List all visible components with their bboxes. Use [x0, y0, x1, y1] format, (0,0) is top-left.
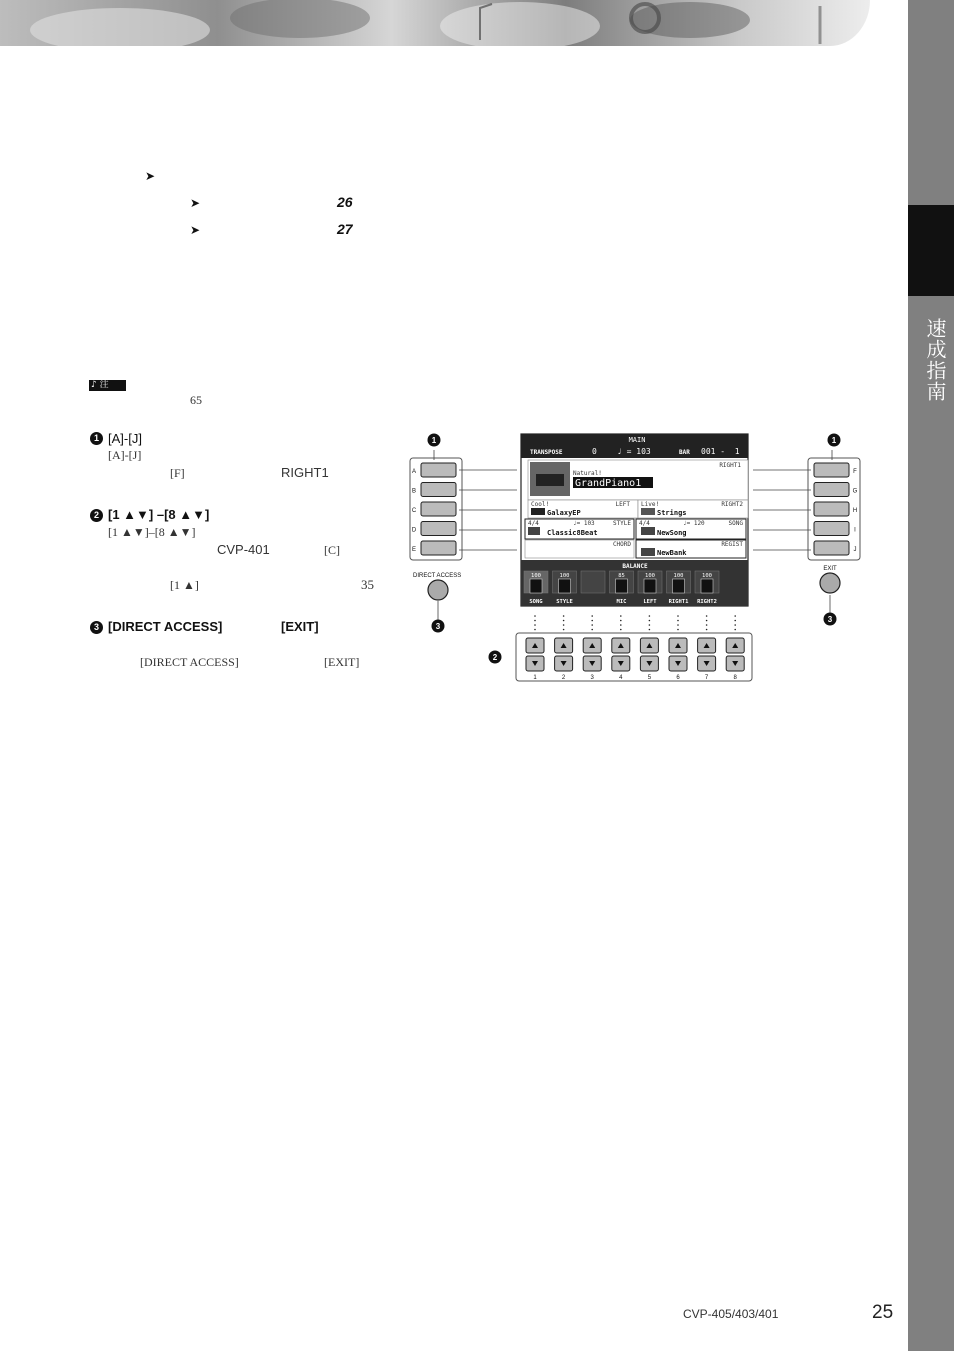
item-2-badge: 2: [90, 509, 103, 522]
item-3-heading-direct: [DIRECT ACCESS]: [108, 619, 223, 634]
exit-label: EXIT: [823, 566, 837, 572]
leader-dot: [620, 624, 622, 626]
leader-dot: [677, 624, 679, 626]
balance-channel-value: 100: [702, 573, 712, 579]
lcd-balance-label: BALANCE: [622, 563, 648, 570]
panel-diagram: [405, 430, 865, 690]
regist-icon: [641, 548, 655, 556]
lcd-right1-tag: RIGHT1: [719, 462, 741, 469]
lcd-regist-tag: REGIST: [721, 541, 743, 548]
section-tab: [908, 205, 954, 296]
balance-channel-value: 100: [645, 573, 655, 579]
style-icon: [528, 527, 540, 535]
side-button-letter: A: [411, 469, 417, 475]
footer-model: CVP-405/403/401: [683, 1307, 779, 1321]
exit-button[interactable]: [820, 573, 840, 593]
lcd-right1-category: Natural!: [573, 470, 602, 477]
page-number: 25: [872, 1302, 894, 1323]
balance-channel-name: MIC: [616, 599, 627, 605]
button-number: 2: [561, 675, 566, 681]
leader-dot: [649, 615, 651, 617]
item-3-heading-exit: [EXIT]: [281, 619, 319, 634]
balance-channel-value: 100: [673, 573, 684, 579]
callout-3-right-number: 3: [827, 615, 833, 624]
lcd-left-voice: GalaxyEP: [547, 509, 581, 517]
button-number: 1: [533, 675, 537, 681]
callout-1-right-number: 1: [831, 436, 837, 445]
ep-icon: [531, 508, 545, 515]
side-bar: [908, 0, 954, 1351]
note-page-ref: 65: [190, 393, 202, 407]
side-button-letter: J: [853, 547, 857, 553]
lcd-transpose-label: TRANSPOSE: [530, 449, 563, 456]
lcd-left-category: Cool!: [531, 501, 550, 508]
leader-dot: [534, 624, 536, 626]
side-button-letter: C: [411, 508, 417, 514]
lcd-song-tag: SONG: [728, 520, 743, 527]
header-banner: [0, 0, 870, 46]
lcd-chord-tag: CHORD: [612, 541, 631, 548]
side-button-3[interactable]: [421, 522, 456, 536]
side-button-1[interactable]: [421, 483, 456, 497]
balance-channel-name: RIGHT2: [697, 599, 717, 605]
leader-dot: [620, 629, 622, 631]
leader-dot: [591, 620, 593, 622]
callout-3-left-number: 3: [435, 622, 441, 631]
leader-dot: [534, 620, 536, 622]
list-arrow-icon: ➤: [145, 169, 156, 183]
balance-fader-knob: [616, 579, 628, 593]
lcd-style-name: Classic8Beat: [547, 529, 598, 537]
side-button-6[interactable]: [814, 483, 849, 497]
side-button-letter: H: [852, 508, 858, 514]
item-2-button: [1 ▲]: [170, 578, 199, 592]
button-number: 3: [590, 675, 594, 681]
side-button-7[interactable]: [814, 502, 849, 516]
direct-access-button[interactable]: [428, 580, 448, 600]
leader-dot: [591, 615, 593, 617]
item-1-f-label: [F]: [170, 466, 185, 480]
balance-channel-name: SONG: [529, 599, 543, 605]
leader-dot: [706, 615, 708, 617]
balance-fader-knob: [530, 579, 542, 593]
bottom-button-frame: [516, 633, 752, 681]
lcd-song-meter: 4/4: [639, 520, 650, 527]
balance-channel-name: STYLE: [556, 599, 573, 605]
leader-dot: [649, 629, 651, 631]
lcd-style-meter: 4/4: [528, 520, 539, 527]
side-button-2[interactable]: [421, 502, 456, 516]
leader-dot: [706, 629, 708, 631]
lcd-right2-voice: Strings: [657, 509, 687, 517]
callout-1-left-number: 1: [431, 436, 437, 445]
item-1-text: [A]-[J]: [108, 448, 142, 462]
side-title: 速成指南: [923, 318, 947, 402]
balance-fader-knob: [701, 579, 713, 593]
item-3-exit-text: [EXIT]: [324, 655, 360, 669]
strings-icon: [641, 508, 655, 515]
item-2-page: 35: [361, 577, 374, 592]
side-button-5[interactable]: [814, 463, 849, 477]
item-2-model: CVP-401: [217, 542, 270, 557]
leader-dot: [734, 620, 736, 622]
lcd-song-tempo: ♩= 120: [683, 520, 705, 527]
leader-dot: [620, 620, 622, 622]
item-1-right1: RIGHT1: [281, 465, 329, 480]
button-number: 4: [619, 675, 623, 681]
lcd-style-tempo: ♩= 103: [573, 520, 595, 527]
lcd-regist-name: NewBank: [657, 549, 687, 557]
balance-fader-knob: [559, 579, 571, 593]
item-2-heading: [1 ▲▼] –[8 ▲▼]: [108, 507, 210, 522]
note-badge: ♪ 注: [89, 380, 126, 391]
lcd-title: MAIN: [628, 436, 646, 444]
callout-2-number: 2: [492, 653, 498, 662]
side-button-letter: I: [854, 527, 856, 534]
list-arrow-icon: ➤: [190, 223, 201, 237]
button-number: 8: [733, 675, 737, 681]
balance-channel-value: 100: [531, 573, 541, 579]
side-button-letter: B: [411, 488, 417, 495]
header-decoration: [0, 0, 870, 46]
lcd-right2-category: Live!: [641, 501, 660, 508]
leader-dot: [649, 620, 651, 622]
lcd-song-name: NewSong: [657, 529, 687, 537]
button-number: 6: [676, 675, 680, 681]
leader-dot: [563, 620, 565, 622]
side-button-letter: D: [411, 527, 417, 534]
leader-dot: [591, 624, 593, 626]
song-icon: [641, 527, 655, 535]
button-number: 7: [704, 675, 709, 681]
balance-channel-name: RIGHT1: [668, 599, 689, 605]
panel-svg: [405, 430, 865, 690]
balance-channel-name: LEFT: [643, 599, 657, 605]
side-button-4[interactable]: [421, 541, 456, 555]
lcd-transpose-value: 0: [592, 447, 597, 456]
leader-dot: [706, 620, 708, 622]
item-1-heading: [A]-[J]: [108, 431, 142, 446]
item-2-text: [1 ▲▼]–[8 ▲▼]: [108, 525, 196, 539]
leader-dot: [563, 624, 565, 626]
page-ref-27: 27: [337, 221, 353, 237]
leader-dot: [563, 629, 565, 631]
list-arrow-icon: ➤: [190, 196, 201, 210]
side-button-9[interactable]: [814, 541, 849, 555]
page-ref-26: 26: [337, 194, 353, 210]
lcd-style-tag: STYLE: [612, 520, 631, 527]
button-number: 5: [647, 675, 652, 681]
direct-access-label: DIRECT ACCESS: [413, 573, 462, 579]
leader-dot: [591, 629, 593, 631]
lcd-right1-voice: GrandPiano1: [575, 478, 642, 489]
leader-dot: [734, 615, 736, 617]
leader-dot: [677, 629, 679, 631]
side-button-letter: G: [852, 488, 858, 495]
item-1-badge: 1: [90, 432, 103, 445]
lcd-left-tag: LEFT: [615, 501, 630, 508]
leader-dot: [534, 615, 536, 617]
item-3-badge: 3: [90, 621, 103, 634]
leader-dot: [734, 629, 736, 631]
lcd-tempo: ♩ = 103: [617, 447, 651, 456]
item-2-c-label: [C]: [324, 543, 340, 557]
leader-dot: [649, 624, 651, 626]
leader-dot: [734, 624, 736, 626]
piano-body-icon: [536, 474, 564, 486]
balance-channel: [581, 571, 605, 593]
side-button-8[interactable]: [814, 522, 849, 536]
side-button-letter: E: [411, 547, 417, 553]
leader-dot: [620, 615, 622, 617]
balance-channel-value: 100: [559, 573, 570, 579]
leader-dot: [534, 629, 536, 631]
leader-dot: [677, 620, 679, 622]
balance-channel-value: 85: [618, 573, 625, 579]
lcd-bar-label: BAR: [679, 449, 690, 456]
balance-fader-knob: [673, 579, 685, 593]
lcd-bar-value: 001 - 1: [701, 447, 740, 456]
leader-dot: [706, 624, 708, 626]
side-button-0[interactable]: [421, 463, 456, 477]
item-3-direct-text: [DIRECT ACCESS]: [140, 655, 239, 669]
balance-fader-knob: [644, 579, 656, 593]
side-button-letter: F: [853, 469, 857, 475]
leader-dot: [563, 615, 565, 617]
leader-dot: [677, 615, 679, 617]
lcd-right2-tag: RIGHT2: [721, 501, 743, 508]
